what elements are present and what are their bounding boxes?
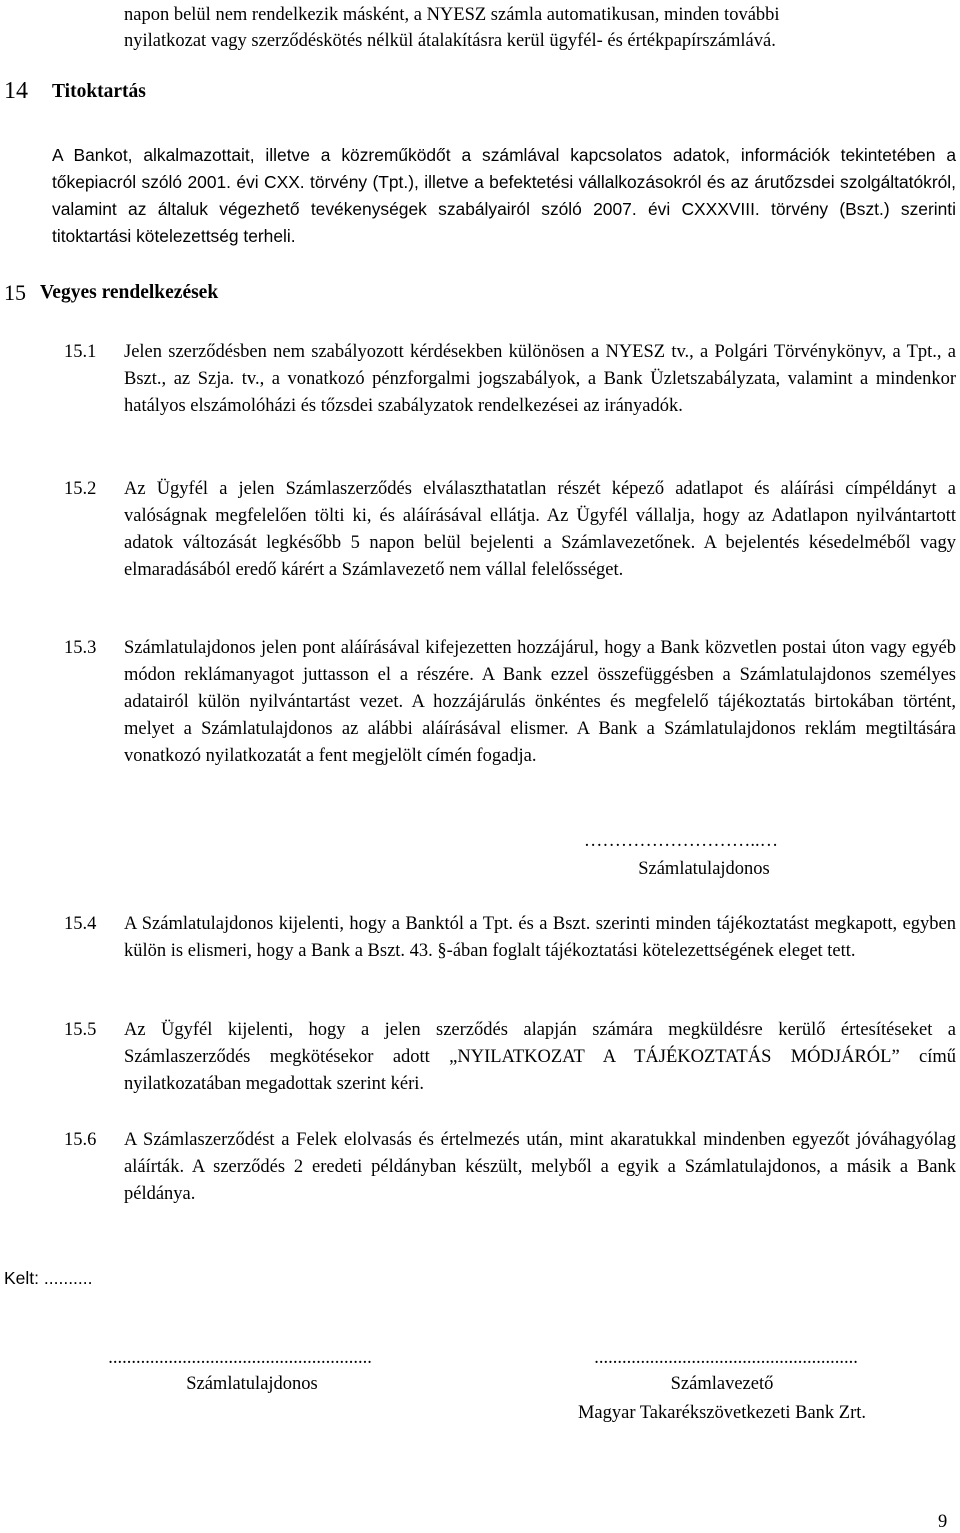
signature-label-153: Számlatulajdonos — [638, 859, 770, 879]
clause-number: 15.6 — [64, 1130, 97, 1150]
clause-text: A Számlaszerződést a Felek elolvasás és értelmezés után, mint akaratukkal mindenben egyezőt jóváhagyólag aláírták. A szerződés 2 eredeti példányban készült, melyből a egyik a Számlatulajdonos, a másik a Bank példánya. — [124, 1130, 956, 1204]
signature-dots-right: ......................................................... — [594, 1348, 858, 1368]
section-14-number: 14 — [4, 78, 28, 104]
clause-text: A Számlatulajdonos kijelenti, hogy a Banktól a Tpt. és a Bszt. szerinti minden tájékoztatást megkapott, egyben külön is elismeri, hogy a Bank a Bszt. 43. §-ában foglalt tájékoztatási kötelezettségének eleget tett. — [124, 914, 956, 961]
intro-line-1: napon belül nem rendelkezik másként, a NYESZ számla automatikusan, minden további — [124, 5, 780, 25]
clause-text: Az Ügyfél kijelenti, hogy a jelen szerződés alapján számára megküldésre kerülő értesítéseket a Számlaszerződés megkötésekor adott „NYILATKOZAT A TÁJÉKOZTATÁS MÓDJÁRÓL” című nyilatkozatában megadottak szerint kéri. — [124, 1020, 956, 1094]
clause-text: Az Ügyfél a jelen Számlaszerződés elválaszthatatlan részét képező adatlapot és aláírási címpéldányt a valóságnak megfelelően tölti ki, és aláírásával ellátja. Az Ügyfél vállalja, hogy az Adatlapon nyilvántartott adatok változását legkésőbb 5 napon belül bejelenti a Számlavezetőnek. A bejelentés késedelméből vagy elmaradásából eredő kárért a Számlavezető nem vállal felelősséget. — [124, 479, 956, 580]
signature-label-right: Számlavezető — [670, 1374, 774, 1394]
section-15-number: 15 — [4, 280, 26, 305]
kelt-line: Kelt: .......... — [4, 1268, 93, 1288]
clause-text: Jelen szerződésben nem szabályozott kérdésekben különösen a NYESZ tv., a Polgári Törvénykönyv, a Tpt., a Bszt., az Szja. tv., a vonatkozó pénzforgalmi jogszabályok, a Bank Üzletszabályzata, valamint a mindenkor hatályos elszámolóházi és tőzsdei szabályzatok rendelkezései az irányadók. — [124, 342, 956, 416]
page-number: 9 — [938, 1512, 948, 1532]
clause-number: 15.1 — [64, 342, 97, 362]
section-15-title: Vegyes rendelkezések — [40, 282, 219, 303]
clause-number: 15.3 — [64, 638, 97, 658]
section-14-title: Titoktartás — [52, 81, 146, 102]
signature-dots-153: ………………………..… — [583, 831, 779, 851]
clause-number: 15.4 — [64, 914, 97, 934]
signature-org-right: Magyar Takarékszövetkezeti Bank Zrt. — [577, 1403, 867, 1423]
clause-text: Számlatulajdonos jelen pont aláírásával kifejezetten hozzájárul, hogy a Bank közvetlen postai úton vagy egyéb módon reklámanyagot juttasson el a részére. A Bank ezzel összefüggésben a Számlatulajdonos személyes adatairól külön nyilvántartást vezet. A hozzájárulás önkéntes és megfelelő tájékoztatás birtokában történt, melyet a Számlatulajdonos az alábbi aláírásával elismer. A Bank a Számlatulajdonos reklám megtiltására vonatkozó nyilatkozatát a fent megjelölt címén fogadja. — [124, 638, 956, 766]
clause-number: 15.2 — [64, 479, 97, 499]
signature-dots-left: ......................................................... — [108, 1348, 372, 1368]
section-14-body: A Bankot, alkalmazottait, illetve a közreműködőt a számlával kapcsolatos adatok, információk tekintetében a tőkepiacról szóló 2001. évi CXX. törvény (Tpt.), illetve a befektetési vállalkozásokról és az árutőzsdei szolgáltatókról, valamint az általuk végezhető tevékenységek szabályairól szóló 2007. évi CXXXVIII. törvény (Bszt.) szerinti titoktartási kötelezettség terheli. — [52, 145, 956, 246]
clause-number: 15.5 — [64, 1020, 97, 1040]
intro-line-2: nyilatkozat vagy szerződéskötés nélkül átalakításra kerül ügyfél- és értékpapírszámlává. — [124, 31, 776, 51]
signature-label-left: Számlatulajdonos — [186, 1374, 318, 1394]
